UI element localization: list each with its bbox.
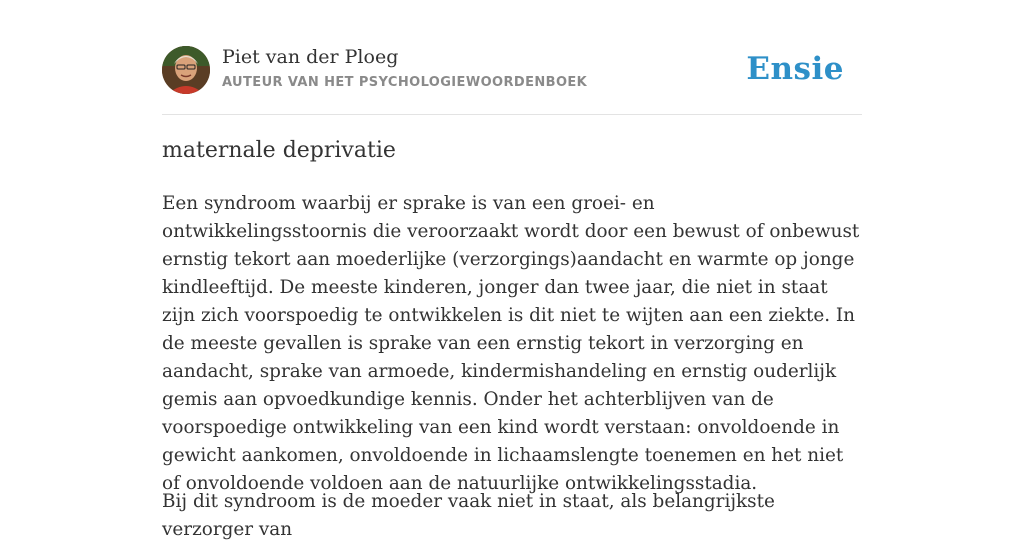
definition-paragraph-2: Bij dit syndroom is de moeder vaak niet in staat, als belangrijkste verzorger van: [162, 491, 775, 540]
author-header: [162, 0, 862, 115]
author-subtitle: AUTEUR VAN HET PSYCHOLOGIEWOORDENBOEK: [222, 75, 588, 90]
definition-paragraph-1: Een syndroom waarbij er sprake is van een groei- en ontwikkelingsstoornis die veroorzaakt wordt door een bewust of onbewust ernstig tekort aan moederlijke (verzorgings)aandacht en warmte op jonge kindleeftijd. De meeste kinderen, jonger dan twee jaar, die niet in staat zijn zich voorspoedig te ontwikkelen is dit niet te wijten aan een ziekte. In de meeste gevallen is sprake van een ernstig tekort in verzorging en aandacht, sprake van armoede, kindermishandeling en ernstig ouderlijk gemis aan opvoedkundige kennis. Onder het achterblijven van de voorspoedige ontwikkeling van een kind wordt verstaan: onvoldoende in gewicht aankomen, onvoldoende in lichaamslengte toenemen en het niet of onvoldoende voldoen aan de natuurlijke ontwikkelingsstadia.: [162, 193, 860, 494]
author-avatar[interactable]: [162, 46, 210, 94]
author-name[interactable]: Piet van der Ploeg: [222, 46, 399, 68]
term-title: maternale deprivatie: [162, 138, 396, 163]
page-container: [162, 0, 862, 540]
ensie-logo[interactable]: Ensie: [746, 51, 844, 87]
author-photo: [162, 46, 210, 94]
